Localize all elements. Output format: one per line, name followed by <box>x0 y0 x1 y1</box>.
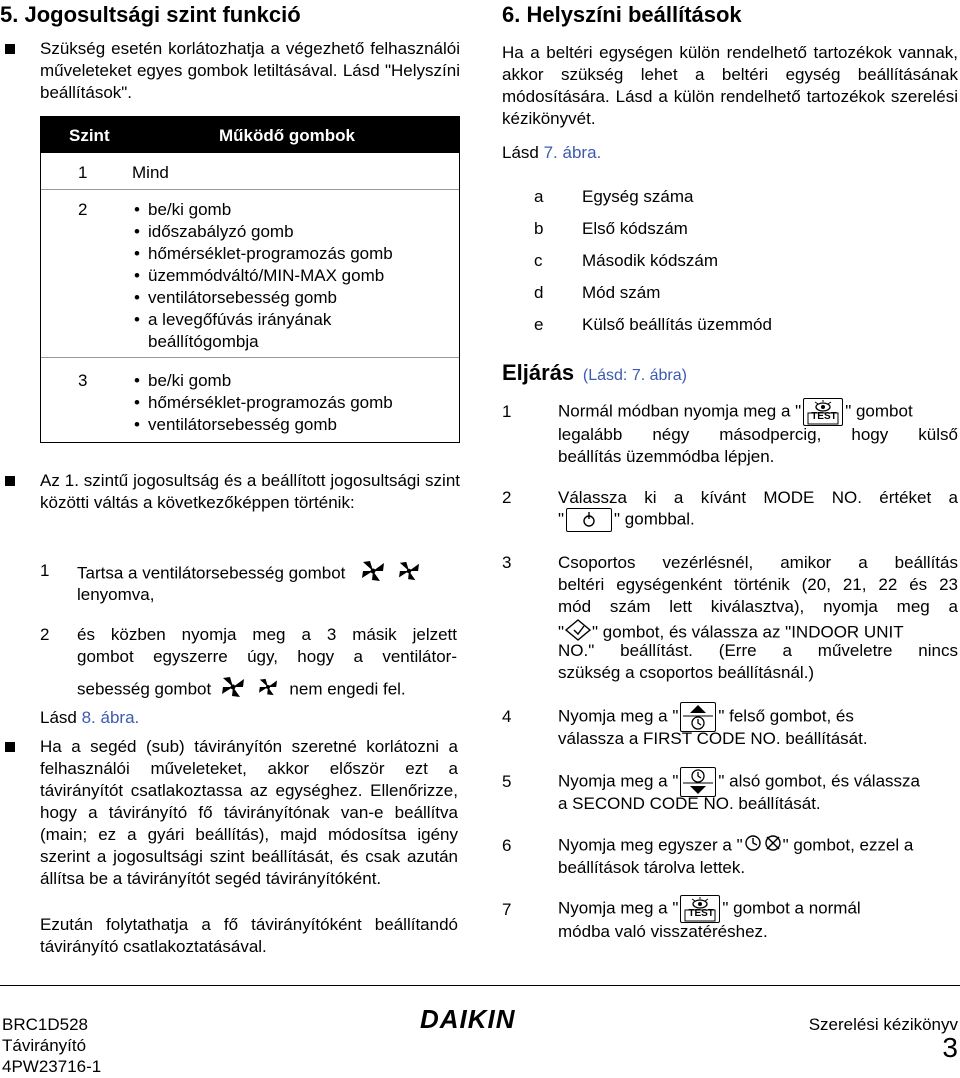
step-line: beállítások tárolva lettek. <box>558 858 746 877</box>
step-line: módba való visszatéréshez. <box>558 922 768 941</box>
def-value: Második kódszám <box>582 251 719 270</box>
step-line: Válassza ki a kívánt MODE NO. értéket a <box>558 488 958 507</box>
list-item: • be/ki gomb <box>132 199 393 221</box>
def-key: a <box>534 187 544 206</box>
fan-speed-icon <box>257 678 279 702</box>
header-level: Szint <box>69 126 110 145</box>
procedure-title: Eljárás <box>502 360 575 385</box>
step-line: NO." beállítást. (Erre a műveletre nincs <box>558 641 958 660</box>
list-item: • hőmérséklet-programozás gomb <box>132 392 393 414</box>
step-line: gombot egyszerre úgy, hogy a ventilátor- <box>77 647 457 666</box>
list-item: • ventilátorsebesség gomb <box>132 414 393 436</box>
step-number: 5 <box>502 772 512 791</box>
step-number: 6 <box>502 836 512 855</box>
step-line: és közben nyomja meg a 3 másik jelzett <box>77 625 457 644</box>
step-line: " gombot <box>845 401 913 421</box>
fan-speed-icon <box>220 676 246 704</box>
step-number: 7 <box>502 900 512 919</box>
step-line: " alsó gombot, és válassza <box>718 771 920 791</box>
step-line: mód szám lett kiválasztva), nyomja meg a <box>558 597 958 616</box>
section-6-title: 6. Helyszíni beállítások <box>502 2 742 27</box>
step-line: " <box>558 509 565 529</box>
step-line: Nyomja meg a " <box>558 771 679 791</box>
step-line: Nyomja meg a " <box>558 898 679 918</box>
level-buttons: Mind <box>132 163 169 182</box>
row-divider <box>41 189 459 190</box>
timer-onoff-icon <box>743 833 783 859</box>
step-number: 2 <box>502 488 512 507</box>
section-5-intro: Szükség esetén korlátozhatja a végezhető felhasználói műveleteket egyes gombok letiltásával. Lásd "Helyszíni beállítások". <box>40 39 460 102</box>
test-label: TEST <box>811 411 837 422</box>
figure-7-link[interactable]: 7. ábra. <box>543 143 602 162</box>
level-switch-intro: Az 1. szintű jogosultság és a beállított jogosultsági szint közötti váltás a következőképpen történik: <box>40 471 460 512</box>
level-buttons <box>132 370 393 436</box>
step-line: beltéri egységenként történik (20, 21, 22 és 23 <box>558 575 958 594</box>
list-item: • ventilátorsebesség gomb <box>132 287 393 309</box>
step-text <box>558 508 695 532</box>
procedure-heading <box>502 362 687 387</box>
def-key: c <box>534 251 543 270</box>
step-line: Tartsa a ventilátorsebesség gombot <box>77 563 346 583</box>
step-line: válassza a FIRST CODE NO. beállítását. <box>558 729 868 748</box>
step-number: 1 <box>502 402 512 421</box>
see-figure-7 <box>502 142 601 164</box>
step-line: " gombot, és válassza az "INDOOR UNIT <box>592 622 904 642</box>
step-line: Nyomja meg a " <box>558 706 679 726</box>
level-buttons <box>132 199 393 353</box>
step-line: sebesség gombot <box>77 679 212 699</box>
footer-product: Távirányító <box>2 1036 87 1055</box>
step-line: " felső gombot, és <box>718 706 854 726</box>
def-value: Egység száma <box>582 187 694 206</box>
section-5-title: 5. Jogosultsági szint funkció <box>0 2 301 27</box>
header-buttons: Működő gombok <box>219 126 355 145</box>
list-item: • be/ki gomb <box>132 370 393 392</box>
step-number: 4 <box>502 707 512 726</box>
bullet-square <box>5 44 15 54</box>
sub-remote-paragraph: Ha a segéd (sub) távirányítón szeretné korlátozni a felhasználói műveleteket, akkor először ezt a távirányítót csatlakoztassa az egységhez. Ellenőrizze, hogy a távirányító fő távirányítónak van-e beállítva (main; ez a gyári beállítás), majd módosítsa igény szerint a jogosultsági szint beállítását, és csak azután állítsa be a távirányítót segéd távirányítóként. <box>40 737 458 888</box>
fan-speed-icon <box>397 561 421 587</box>
see-prefix: Lásd <box>40 708 82 727</box>
def-value: Külső beállítás üzemmód <box>582 315 772 334</box>
step-line: Normál módban nyomja meg a " <box>558 401 802 421</box>
see-prefix: Lásd <box>502 143 544 162</box>
step-line: " <box>558 622 565 642</box>
step-number: 1 <box>40 561 50 580</box>
def-value: Első kódszám <box>582 219 688 238</box>
footer-model: BRC1D528 <box>2 1015 88 1034</box>
step-text <box>558 895 958 923</box>
page-number: 3 <box>942 1032 958 1063</box>
def-key: e <box>534 315 544 334</box>
step-number: 2 <box>40 625 50 644</box>
procedure-ref[interactable]: (Lásd: 7. ábra) <box>582 367 687 384</box>
daikin-logo: DAIKIN <box>420 1004 516 1034</box>
test-label: TEST <box>688 908 714 919</box>
see-figure-8 <box>40 707 139 729</box>
level-number: 3 <box>78 371 88 390</box>
fan-speed-icon <box>360 560 386 588</box>
bullet-square <box>5 476 15 486</box>
step-text <box>77 676 467 704</box>
footer-rule <box>0 985 960 986</box>
step-line: " gombot a normál <box>722 898 861 918</box>
list-item: • időszabályzó gomb <box>132 221 393 243</box>
table-header <box>41 117 459 153</box>
mode-button-icon <box>566 508 612 532</box>
def-key: d <box>534 283 544 302</box>
level-number: 2 <box>78 200 88 219</box>
bullet-square <box>5 742 15 752</box>
step-line: beállítás üzemmódba lépjen. <box>558 447 775 466</box>
test-button-icon <box>680 895 720 923</box>
step-line: legalább négy másodpercig, hogy külső <box>558 425 958 444</box>
continue-paragraph: Ezután folytathatja a fő távirányítóként beállítandó távirányító csatlakoztatásával. <box>40 915 458 956</box>
step-number: 3 <box>502 553 512 572</box>
list-item: • hőmérséklet-programozás gomb <box>132 243 393 265</box>
step-line: Csoportos vezérlésnél, amikor a beállítás <box>558 553 958 572</box>
footer-doc-title: Szerelési kézikönyv <box>808 1015 958 1034</box>
step-line: Nyomja meg egyszer a " <box>558 835 743 855</box>
row-divider <box>41 357 459 358</box>
step-line: " gombbal. <box>614 509 695 529</box>
level-number: 1 <box>78 163 88 182</box>
figure-8-link[interactable]: 8. ábra. <box>81 708 140 727</box>
step-line: a SECOND CODE NO. beállítását. <box>558 794 821 813</box>
permission-level-table <box>40 116 460 443</box>
section-6-intro: Ha a beltéri egységen külön rendelhető tartozékok vannak, akkor szükség lehet a beltéri egység beállításának módosítására. Lásd a külön rendelhető tartozékok szerelési kézikönyvét. <box>502 43 958 128</box>
list-item: • a levegőfúvás irányának <box>132 309 393 331</box>
footer-code: 4PW23716-1 <box>2 1057 102 1076</box>
step-line: lenyomva, <box>77 585 155 604</box>
def-key: b <box>534 219 544 238</box>
step-text <box>558 833 958 859</box>
step-line: nem engedi fel. <box>289 679 406 699</box>
step-line: szükség a csoportos beállításnál.) <box>558 663 815 682</box>
list-item-continued: beállítógombja <box>148 332 259 351</box>
step-line: " gombot, ezzel a <box>782 835 914 855</box>
def-value: Mód szám <box>582 283 661 302</box>
list-item: • üzemmódváltó/MIN-MAX gomb <box>132 265 393 287</box>
test-button-icon <box>803 398 843 426</box>
step-text <box>558 398 958 426</box>
